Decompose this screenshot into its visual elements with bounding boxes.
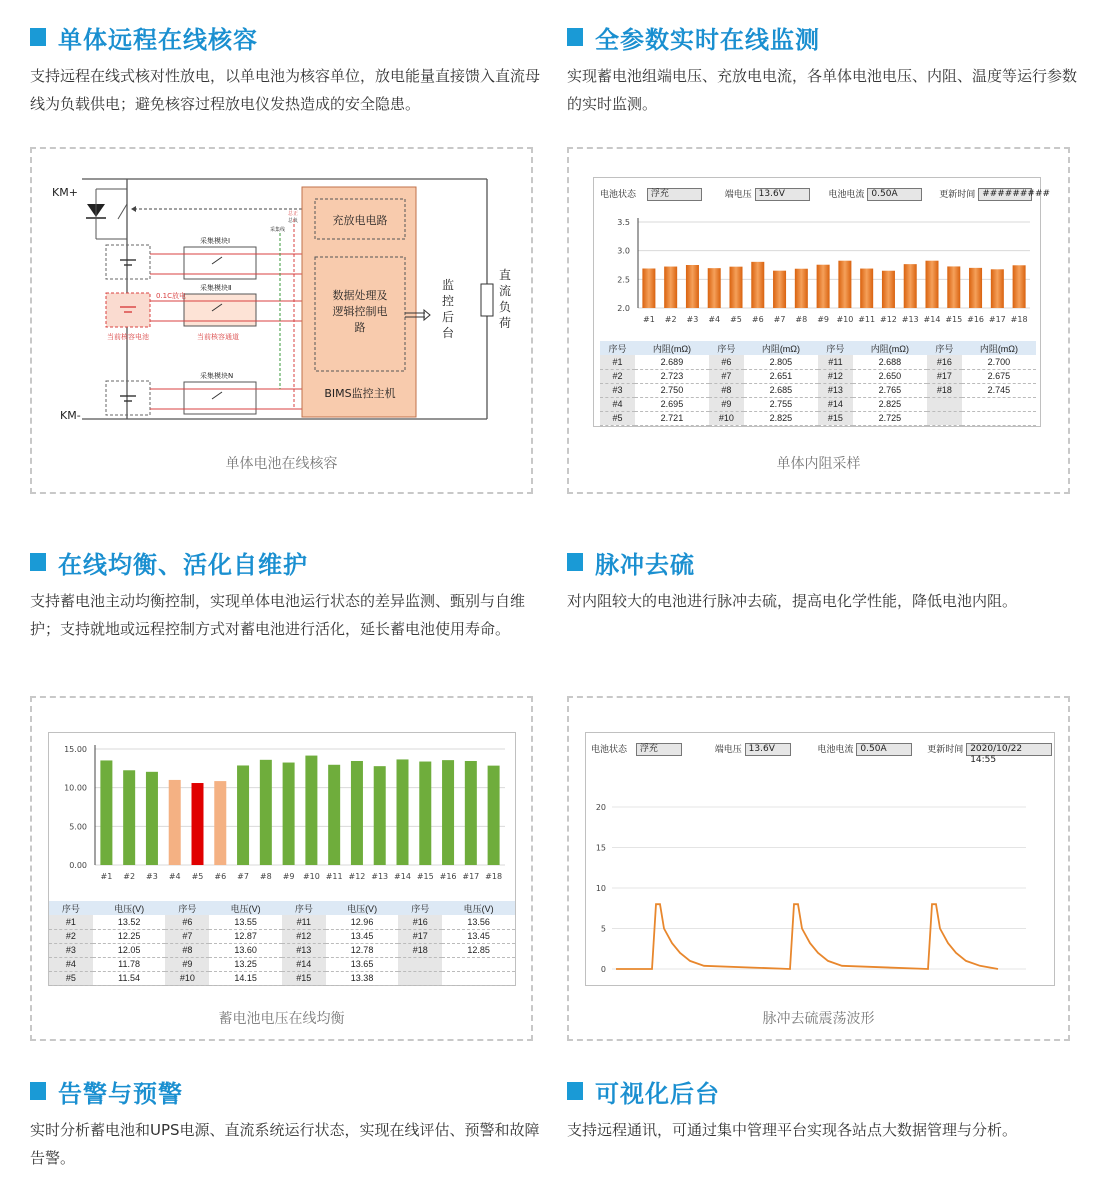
time-value: ######### <box>978 188 1032 201</box>
title-marker-icon <box>567 553 583 571</box>
cell-value: 11.54 <box>93 971 166 985</box>
x-tick-label: #9 <box>282 872 295 881</box>
cell-index: #15 <box>282 971 326 985</box>
bar-15 <box>419 762 431 865</box>
y-tick-label: 0.00 <box>69 861 87 870</box>
bar-1 <box>642 268 655 308</box>
section-balancing <box>30 547 540 643</box>
bar-12 <box>351 761 363 865</box>
bar-18 <box>1013 265 1026 308</box>
bar-13 <box>374 766 386 865</box>
y-tick-label: 3.0 <box>617 246 630 256</box>
section-title: 在线均衡、活化自维护 <box>58 550 308 579</box>
cell-index: #16 <box>398 915 442 929</box>
y-tick-label: 15.00 <box>64 745 87 754</box>
bar-12 <box>882 271 895 308</box>
bar-4 <box>169 780 181 865</box>
cell-index: #10 <box>709 411 744 425</box>
table-row <box>49 929 515 943</box>
x-tick-label: #11 <box>325 872 343 881</box>
bar-7 <box>773 271 786 308</box>
cell-value: 2.723 <box>635 369 709 383</box>
section-description: 对内阻较大的电池进行脉冲去硫，提高电化学性能，降低电池内阻。 <box>567 592 1018 610</box>
monitor-char-3: 后 <box>442 310 455 324</box>
cell-value: 2.675 <box>962 369 1036 383</box>
y-tick-label: 2.5 <box>617 275 630 285</box>
cell-value: 2.695 <box>635 397 709 411</box>
x-tick-label: #12 <box>348 872 366 881</box>
cell-index: #5 <box>49 971 93 985</box>
balance-data-table <box>49 901 515 986</box>
col-header-index: 序号 <box>165 901 209 915</box>
collect-line-label: 采集线 <box>270 227 286 233</box>
cell-index: #14 <box>818 397 853 411</box>
cell-value: 2.755 <box>744 397 818 411</box>
table-row <box>600 369 1036 383</box>
cell-value <box>442 957 515 971</box>
cell-index: #8 <box>709 383 744 397</box>
cell-value: 2.825 <box>744 411 818 425</box>
bar-9 <box>817 265 830 308</box>
bar-11 <box>328 765 340 865</box>
col-header-value: 内阻(mΩ) <box>853 341 927 355</box>
x-tick-label: #17 <box>462 872 480 881</box>
current-channel-label: 当前核容通道 <box>197 333 239 341</box>
cell-index: #12 <box>818 369 853 383</box>
x-tick-label: #14 <box>923 315 941 324</box>
status-label: 电池状态 <box>600 190 637 200</box>
y-tick-label: 5 <box>600 924 606 934</box>
bar-5 <box>730 267 743 308</box>
km-plus-label: KM+ <box>52 186 78 199</box>
col-header-index: 序号 <box>818 341 853 355</box>
cell-index: #2 <box>600 369 635 383</box>
data-proc-line-1: 数据处理及 <box>332 289 388 302</box>
cell-value <box>442 971 515 985</box>
cell-value: 12.78 <box>326 943 399 957</box>
cell-value: 2.725 <box>853 411 927 425</box>
x-tick-label: #1 <box>642 315 655 324</box>
monitor-char-1: 监 <box>442 278 455 292</box>
x-tick-label: #4 <box>168 872 181 881</box>
x-tick-label: #9 <box>817 315 830 324</box>
title-marker-icon <box>30 553 46 571</box>
cell-index: #18 <box>927 383 962 397</box>
x-tick-label: #17 <box>988 315 1006 324</box>
section-pulse <box>567 547 1077 615</box>
cell-value: 2.721 <box>635 411 709 425</box>
cell-index: #5 <box>600 411 635 425</box>
y-tick-label: 15 <box>595 843 606 853</box>
ir-panel <box>593 177 1051 427</box>
y-tick-label: 3.5 <box>617 218 630 227</box>
bar-3 <box>686 265 699 308</box>
bar-4 <box>708 268 721 308</box>
x-tick-label: #16 <box>967 315 985 324</box>
cell-index: #13 <box>282 943 326 957</box>
cell-index: #2 <box>49 929 93 943</box>
cell-value: 2.688 <box>853 355 927 369</box>
x-tick-label: #14 <box>394 872 411 881</box>
title-marker-icon <box>30 1082 46 1100</box>
table-header-row <box>49 901 515 915</box>
bus-plus-label: 总正 <box>288 211 299 217</box>
cell-index: #6 <box>709 355 744 369</box>
module-n-label: 采集模块N <box>200 372 234 380</box>
bar-14 <box>397 759 409 865</box>
cell-value: 13.55 <box>209 915 282 929</box>
cell-index: #3 <box>49 943 93 957</box>
x-tick-label: #1 <box>100 872 113 881</box>
section-header <box>30 547 540 577</box>
x-tick-label: #5 <box>191 872 204 881</box>
cell-value: 13.65 <box>326 957 399 971</box>
x-tick-label: #10 <box>836 315 854 324</box>
x-tick-label: #13 <box>901 315 919 324</box>
section-header <box>30 22 540 52</box>
data-proc-line-2: 逻辑控制电 <box>332 305 388 318</box>
section-title: 告警与预警 <box>58 1079 183 1108</box>
x-tick-label: #10 <box>302 872 320 881</box>
bar-8 <box>795 269 808 308</box>
x-tick-label: #2 <box>664 315 677 324</box>
section-header <box>567 547 1077 577</box>
balance-bar-chart <box>49 733 517 899</box>
time-label: 更新时间 <box>939 190 976 200</box>
bar-10 <box>838 261 851 308</box>
figure-capacity-diagram <box>30 147 533 494</box>
section-header <box>30 1076 540 1106</box>
bar-7 <box>237 765 249 865</box>
x-tick-label: #8 <box>259 872 272 881</box>
x-tick-label: #6 <box>751 315 764 324</box>
figure-voltage-balance <box>30 696 533 1041</box>
bar-3 <box>146 772 158 865</box>
y-tick-label: 2.0 <box>617 304 630 313</box>
cell-value: 2.805 <box>744 355 818 369</box>
time-value: 2020/10/22 14:55 <box>966 743 1052 756</box>
current-label: 电池电流 <box>817 745 854 755</box>
title-marker-icon <box>567 28 583 46</box>
table-row <box>49 957 515 971</box>
load-char-1: 直 <box>499 268 512 282</box>
x-tick-label: #7 <box>773 315 786 324</box>
table-row <box>49 915 515 929</box>
km-minus-label: KM- <box>60 409 81 422</box>
section-header <box>567 1076 1077 1106</box>
cell-value: 12.96 <box>326 915 399 929</box>
x-tick-label: #3 <box>686 315 699 324</box>
status-label: 电池状态 <box>591 745 628 755</box>
figure-caption: 单体电池在线核容 <box>225 456 338 472</box>
section-description: 支持蓄电池主动均衡控制，实现单体电池运行状态的差异监测、甄别与自维护；支持就地或远程控制方式对蓄电池进行活化，延长蓄电池使用寿命。 <box>30 592 526 638</box>
col-header-value: 内阻(mΩ) <box>635 341 709 355</box>
col-header-index: 序号 <box>927 341 962 355</box>
y-tick-label: 20 <box>595 803 606 812</box>
col-header-value: 内阻(mΩ) <box>962 341 1036 355</box>
section-header <box>567 22 1077 52</box>
cell-value: 12.25 <box>93 929 166 943</box>
cell-index: #7 <box>165 929 209 943</box>
bar-18 <box>488 766 500 865</box>
y-tick-label: 10.00 <box>64 783 87 793</box>
pulse-series-line <box>616 904 998 969</box>
cell-index: #8 <box>165 943 209 957</box>
data-proc-line-3: 路 <box>354 321 366 334</box>
cell-value <box>962 397 1036 411</box>
bar-1 <box>100 760 112 865</box>
col-header-index: 序号 <box>398 901 442 915</box>
cell-value: 13.25 <box>209 957 282 971</box>
cell-index: #4 <box>49 957 93 971</box>
cell-index: #11 <box>818 355 853 369</box>
cell-value: 13.38 <box>326 971 399 985</box>
cell-index: #1 <box>600 355 635 369</box>
current-value: 0.50A <box>867 188 922 201</box>
bar-6 <box>751 262 764 308</box>
cell-index: #9 <box>709 397 744 411</box>
table-row <box>600 383 1036 397</box>
balance-panel <box>48 732 516 986</box>
section-description: 支持远程在线式核对性放电，以单电池为核容单位，放电能量直接馈入直流母线为负载供电；避免核容过程放电仪发热造成的安全隐患。 <box>30 67 541 113</box>
cell-index: #12 <box>282 929 326 943</box>
section-description: 实时分析蓄电池和UPS电源、直流系统运行状态，实现在线评估、预警和故障告警。 <box>30 1121 540 1167</box>
voltage-value: 13.6V <box>745 743 791 756</box>
cell-index: #16 <box>927 355 962 369</box>
cell-value: 13.52 <box>93 915 166 929</box>
y-tick-label: 10 <box>595 884 606 893</box>
cell-index: #14 <box>282 957 326 971</box>
pulse-line-chart <box>586 763 1056 983</box>
status-value: 浮充 <box>647 188 702 201</box>
col-header-value: 电压(V) <box>93 901 166 915</box>
title-marker-icon <box>30 28 46 46</box>
section-full-param <box>567 22 1077 118</box>
voltage-label: 端电压 <box>714 745 742 755</box>
monitor-char-4: 台 <box>442 326 455 340</box>
figure-caption: 蓄电池电压在线均衡 <box>218 1011 345 1027</box>
cell-index: #15 <box>818 411 853 425</box>
cell-index: #1 <box>49 915 93 929</box>
col-header-value: 电压(V) <box>326 901 399 915</box>
cell-value: 2.765 <box>853 383 927 397</box>
pulse-panel <box>585 732 1055 986</box>
section-title: 可视化后台 <box>595 1079 720 1108</box>
cell-value: 2.650 <box>853 369 927 383</box>
cell-index: #11 <box>282 915 326 929</box>
x-tick-label: #2 <box>123 872 136 881</box>
title-marker-icon <box>567 1082 583 1100</box>
bar-14 <box>926 261 939 308</box>
section-alarm <box>30 1076 540 1172</box>
bar-13 <box>904 264 917 308</box>
bar-15 <box>947 266 960 308</box>
table-row <box>600 411 1036 425</box>
cell-value: 13.56 <box>442 915 515 929</box>
current-battery-label: 当前核容电池 <box>107 333 149 341</box>
module-2-label: 采集模块Ⅱ <box>200 284 232 292</box>
table-row <box>49 943 515 957</box>
section-title: 单体远程在线核容 <box>58 25 258 54</box>
col-header-value: 电压(V) <box>209 901 282 915</box>
cell-index: #10 <box>165 971 209 985</box>
section-title: 脉冲去硫 <box>595 550 695 579</box>
status-value: 浮充 <box>636 743 682 756</box>
discharge-label: 0.1C放电 <box>156 292 187 300</box>
y-tick-label: 0 <box>600 965 606 974</box>
cell-value: 2.700 <box>962 355 1036 369</box>
table-row <box>600 355 1036 369</box>
bar-17 <box>991 269 1004 308</box>
cell-value: 12.87 <box>209 929 282 943</box>
x-tick-label: #11 <box>858 315 876 324</box>
col-header-index: 序号 <box>600 341 635 355</box>
ir-data-table <box>600 341 1036 426</box>
load-char-2: 流 <box>499 284 512 298</box>
cell-value: 2.689 <box>635 355 709 369</box>
cell-index: #17 <box>927 369 962 383</box>
ir-bar-chart <box>594 208 1042 348</box>
cell-value: 2.825 <box>853 397 927 411</box>
cell-index: #17 <box>398 929 442 943</box>
cell-index <box>398 971 442 985</box>
current-value: 0.50A <box>856 743 912 756</box>
x-tick-label: #15 <box>945 315 963 324</box>
cell-value: 12.05 <box>93 943 166 957</box>
cell-index: #9 <box>165 957 209 971</box>
table-row <box>600 397 1036 411</box>
cell-index: #7 <box>709 369 744 383</box>
load-char-4: 荷 <box>499 316 512 330</box>
bar-11 <box>860 269 873 308</box>
bar-17 <box>465 761 477 865</box>
x-tick-label: #16 <box>439 872 457 881</box>
bar-5 <box>192 783 204 865</box>
section-title: 全参数实时在线监测 <box>595 25 820 54</box>
bus-minus-label: 总负 <box>288 218 299 224</box>
cell-index: #6 <box>165 915 209 929</box>
charge-circuit-label: 充放电电路 <box>332 214 388 227</box>
figure-ir-sampling <box>567 147 1070 494</box>
bar-2 <box>123 770 135 865</box>
col-header-index: 序号 <box>709 341 744 355</box>
bar-10 <box>305 756 317 865</box>
cell-index: #13 <box>818 383 853 397</box>
cell-index: #18 <box>398 943 442 957</box>
bar-16 <box>969 268 982 308</box>
ir-status-bar <box>600 187 1051 201</box>
cell-value: 13.45 <box>442 929 515 943</box>
cell-index <box>398 957 442 971</box>
col-header-value: 内阻(mΩ) <box>744 341 818 355</box>
x-tick-label: #5 <box>730 315 742 324</box>
host-label: BIMS监控主机 <box>324 387 396 400</box>
load-char-3: 负 <box>499 300 512 314</box>
cell-value: 2.651 <box>744 369 818 383</box>
time-label: 更新时间 <box>927 745 964 755</box>
bar-16 <box>442 760 454 865</box>
x-tick-label: #18 <box>485 872 503 881</box>
cell-value: 2.685 <box>744 383 818 397</box>
bar-9 <box>283 763 295 865</box>
current-label: 电池电流 <box>828 190 865 200</box>
x-tick-label: #6 <box>214 872 227 881</box>
cell-index <box>927 397 962 411</box>
x-tick-label: #12 <box>879 315 897 324</box>
col-header-value: 电压(V) <box>442 901 515 915</box>
section-description: 实现蓄电池组端电压、充放电电流，各单体电池电压、内阻、温度等运行参数的实时监测。 <box>567 67 1078 113</box>
cell-value <box>962 411 1036 425</box>
x-tick-label: #13 <box>371 872 389 881</box>
cell-value: 12.85 <box>442 943 515 957</box>
col-header-index: 序号 <box>282 901 326 915</box>
voltage-label: 端电压 <box>724 190 752 200</box>
x-tick-label: #18 <box>1010 315 1028 324</box>
col-header-index: 序号 <box>49 901 93 915</box>
monitor-char-2: 控 <box>442 294 455 308</box>
section-visual-backend <box>567 1076 1077 1144</box>
figure-pulse-waveform <box>567 696 1070 1041</box>
section-description: 支持远程通讯，可通过集中管理平台实现各站点大数据管理与分析。 <box>567 1121 1018 1139</box>
x-tick-label: #4 <box>708 315 721 324</box>
figure-caption: 脉冲去硫震荡波形 <box>762 1011 875 1027</box>
x-tick-label: #15 <box>416 872 434 881</box>
cell-index <box>927 411 962 425</box>
cell-value: 13.60 <box>209 943 282 957</box>
cell-value: 2.745 <box>962 383 1036 397</box>
x-tick-label: #3 <box>146 872 158 881</box>
y-tick-label: 5.00 <box>69 822 87 832</box>
x-tick-label: #8 <box>795 315 808 324</box>
cell-index: #4 <box>600 397 635 411</box>
table-row <box>49 971 515 985</box>
capacity-circuit-diagram <box>32 149 531 449</box>
figure-caption: 单体内阻采样 <box>776 456 861 472</box>
cell-value: 13.45 <box>326 929 399 943</box>
pulse-status-bar <box>591 742 1053 765</box>
x-tick-label: #7 <box>237 872 249 881</box>
table-header-row <box>600 341 1036 355</box>
cell-value: 11.78 <box>93 957 166 971</box>
bar-2 <box>664 267 677 308</box>
voltage-value: 13.6V <box>755 188 810 201</box>
cell-value: 2.750 <box>635 383 709 397</box>
section-single-capacity <box>30 22 540 118</box>
cell-value: 14.15 <box>209 971 282 985</box>
cell-index: #3 <box>600 383 635 397</box>
bar-6 <box>214 781 226 865</box>
bar-8 <box>260 760 272 865</box>
module-1-label: 采集模块Ⅰ <box>200 237 231 245</box>
